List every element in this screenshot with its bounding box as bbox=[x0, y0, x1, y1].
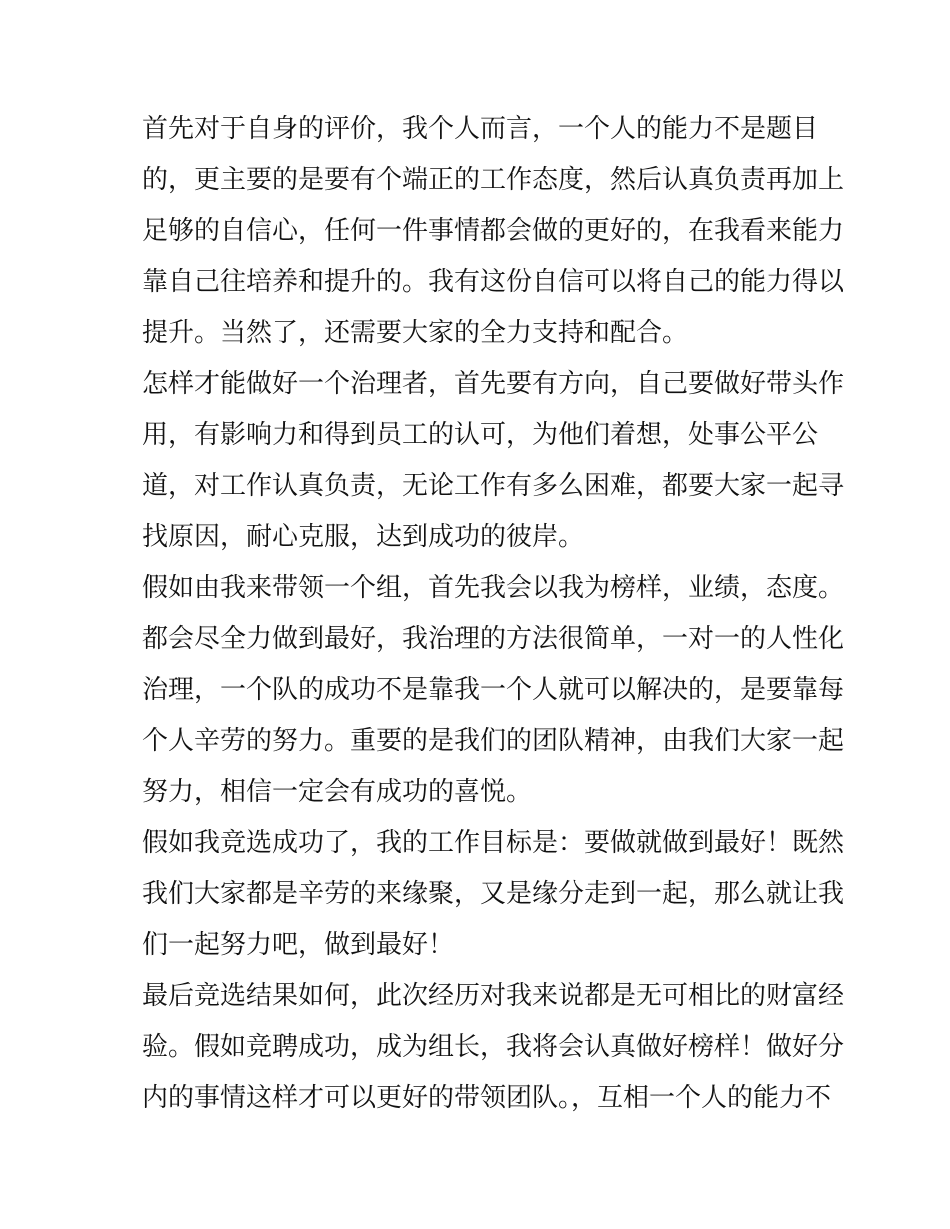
text-line: 靠自己往培养和提升的。我有这份自信可以将自己的能力得以 bbox=[142, 267, 845, 297]
text-line: 找原因，耐心克服，达到成功的彼岸。 bbox=[142, 522, 585, 552]
text-line: 内的事情这样才可以更好的带领团队。，互相一个人的能力不 bbox=[142, 1083, 832, 1113]
paragraph-good-manager bbox=[142, 359, 845, 563]
paragraph-lead-group bbox=[142, 563, 845, 818]
text-line: 假如我竞选成功了，我的工作目标是：要做就做到最好！既然 bbox=[142, 828, 845, 858]
text-line: 个人辛劳的努力。重要的是我们的团队精神，由我们大家一起 bbox=[142, 726, 845, 756]
text-line: 首先对于自身的评价，我个人而言，一个人的能力不是题目 bbox=[142, 114, 819, 144]
text-line: 道，对工作认真负责，无论工作有多么困难，都要大家一起寻 bbox=[142, 471, 845, 501]
text-line: 最后竞选结果如何，此次经历对我来说都是无可相比的财富经 bbox=[142, 981, 845, 1011]
document-body bbox=[142, 104, 845, 1124]
text-line: 验。假如竞聘成功，成为组长，我将会认真做好榜样！做好分 bbox=[142, 1032, 845, 1062]
text-line: 治理，一个队的成功不是靠我一个人就可以解决的，是要靠每 bbox=[142, 675, 845, 705]
text-line: 足够的自信心，任何一件事情都会做的更好的，在我看来能力 bbox=[142, 216, 845, 246]
paragraph-conclusion bbox=[142, 971, 845, 1124]
text-line: 的，更主要的是要有个端正的工作态度，然后认真负责再加上 bbox=[142, 165, 845, 195]
text-line: 提升。当然了，还需要大家的全力支持和配合。 bbox=[142, 318, 689, 348]
paragraph-self-evaluation bbox=[142, 104, 845, 359]
text-line: 们一起努力吧，做到最好！ bbox=[142, 930, 455, 960]
text-line: 假如由我来带领一个组，首先我会以我为榜样，业绩，态度。 bbox=[142, 573, 845, 603]
paragraph-work-goal bbox=[142, 818, 845, 971]
text-line: 都会尽全力做到最好，我治理的方法很简单，一对一的人性化 bbox=[142, 624, 845, 654]
text-line: 怎样才能做好一个治理者，首先要有方向，自己要做好带头作 bbox=[142, 369, 845, 399]
text-line: 用，有影响力和得到员工的认可，为他们着想，处事公平公 bbox=[142, 420, 819, 450]
text-line: 努力，相信一定会有成功的喜悦。 bbox=[142, 777, 533, 807]
text-line: 我们大家都是辛劳的来缘聚，又是缘分走到一起，那么就让我 bbox=[142, 879, 845, 909]
